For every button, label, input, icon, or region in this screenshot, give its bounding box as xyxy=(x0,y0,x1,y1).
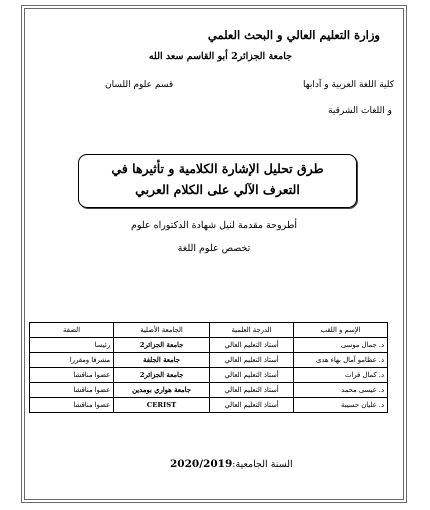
faculty-name-continued: و اللغات الشرقية xyxy=(328,106,392,116)
specialty: تخصص علوم اللغة xyxy=(177,243,251,254)
thesis-title-line-1: طرق تحليل الإشارة الكلامية و تأثيرها في xyxy=(111,161,324,176)
academic-year xyxy=(170,458,293,470)
jury-member-rank: أستاذ التعليم العالي xyxy=(210,353,294,368)
jury-member-rank: أستاذ التعليم العالي xyxy=(210,338,294,353)
faculty-name: كلية اللغة العربية و آدابها xyxy=(303,80,394,90)
academic-year-value: 2020/2019 xyxy=(170,458,233,470)
jury-member-role: عضوا مناقشا xyxy=(30,368,114,383)
jury-member-university: CERIST xyxy=(114,398,210,413)
jury-member-university: جامعة هواري بومدين xyxy=(114,383,210,398)
jury-member-role: عضوا مناقشا xyxy=(30,383,114,398)
jury-member-rank: أستاذ التعليم العالي xyxy=(210,368,294,383)
jury-table xyxy=(29,322,388,413)
jury-member-rank: أستاذ التعليم العالي xyxy=(210,398,294,413)
jury-member-university: جامعة الجلفة xyxy=(114,353,210,368)
jury-member-name: د. عليان حسيبة xyxy=(294,398,388,413)
ministry-heading: وزارة التعليم العالي و البحث العلمي xyxy=(207,28,380,42)
jury-member-name: د. كمال فرات xyxy=(294,368,388,383)
jury-member-university: جامعة الجزائر2 xyxy=(114,338,210,353)
table-row xyxy=(30,398,388,413)
table-row xyxy=(30,353,388,368)
jury-member-role: رئيسا xyxy=(30,338,114,353)
thesis-note: أطروحة مقدمة لنيل شهادة الدكتوراه علوم xyxy=(130,220,298,231)
page-border xyxy=(21,5,407,503)
jury-header-row xyxy=(30,323,388,338)
table-row xyxy=(30,368,388,383)
university-name: جامعة الجزائر2 أبو القاسم سعد الله xyxy=(148,51,292,62)
jury-header-name: الإسم و اللقب xyxy=(294,323,388,338)
jury-header-rank: الدرجة العلمية xyxy=(210,323,294,338)
cover-page xyxy=(22,6,406,502)
jury-member-rank: أستاذ التعليم العالي xyxy=(210,383,294,398)
table-row xyxy=(30,338,388,353)
department-name: قسم علوم اللسان xyxy=(105,80,174,90)
jury-header-role: الصفة xyxy=(30,323,114,338)
jury-member-name: د. عيسى محمد xyxy=(294,383,388,398)
academic-year-label: السنة الجامعية: xyxy=(232,459,293,470)
jury-member-role: مشرفا ومقررا xyxy=(30,353,114,368)
jury-header-university: الجامعة الأصلية xyxy=(114,323,210,338)
jury-member-name: د. جمال موسى xyxy=(294,338,388,353)
thesis-title-line-2: التعرف الآلي على الكلام العربي xyxy=(135,182,300,197)
jury-member-university: جامعة الجزائر2 xyxy=(114,368,210,383)
jury-member-name: د. عظامو آمال بهاء هدى xyxy=(294,353,388,368)
table-row xyxy=(30,383,388,398)
jury-member-role: عضوا مناقشا xyxy=(30,398,114,413)
thesis-title-box xyxy=(78,154,357,208)
